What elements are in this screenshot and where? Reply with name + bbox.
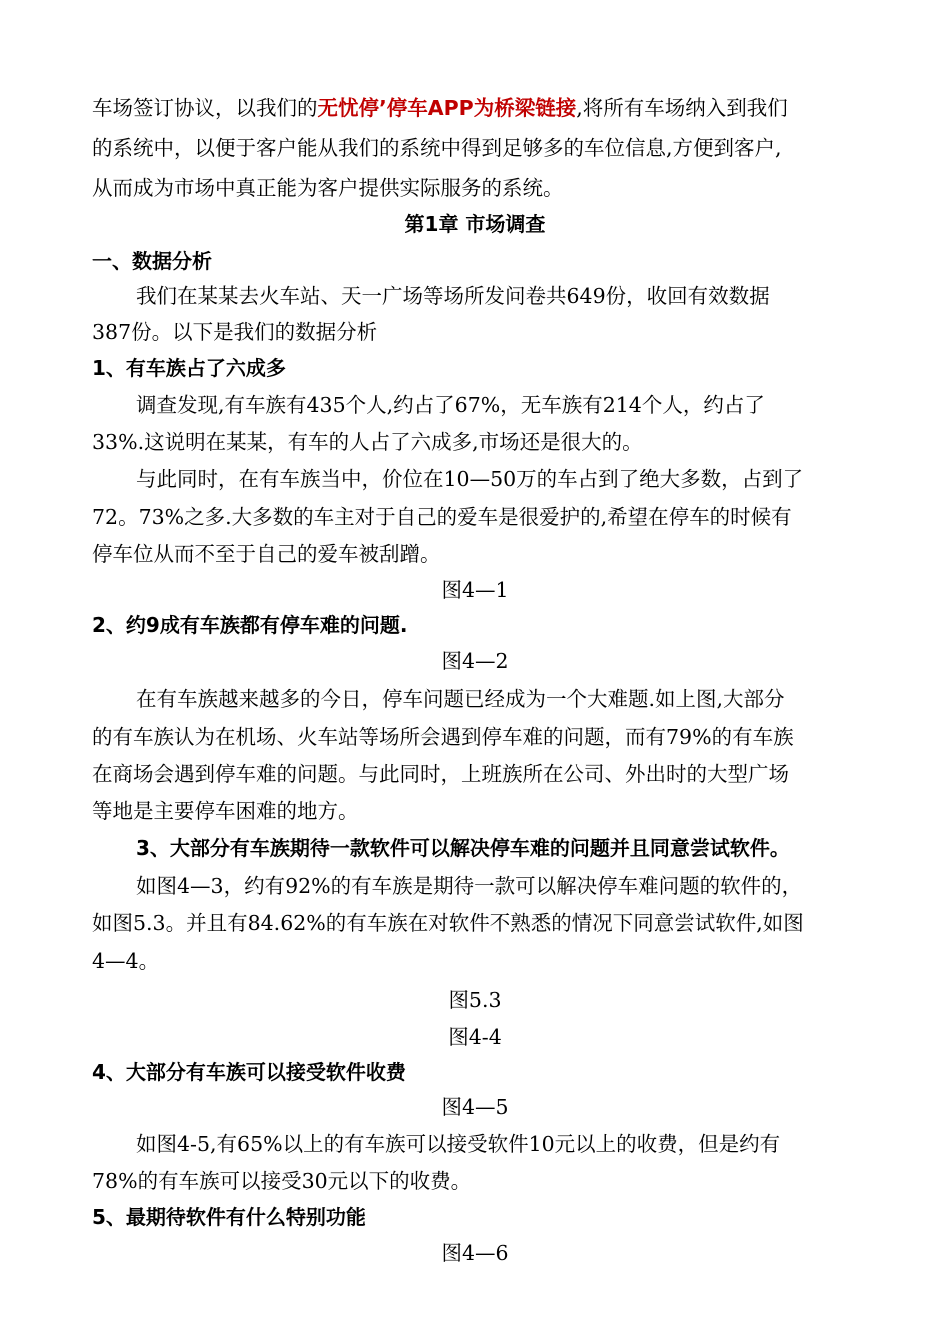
intro-line-1 xyxy=(92,98,788,119)
section-heading: 一、数据分析 xyxy=(92,249,212,273)
paragraph-line: 4—4。 xyxy=(92,949,160,973)
item-heading-5: 5、最期待软件有什么特别功能 xyxy=(92,1205,366,1229)
paragraph-line: 在有车族越来越多的今日，停车问题已经成为一个大难题.如上图,大部分 xyxy=(136,687,785,711)
paragraph-line: 387份。以下是我们的数据分析 xyxy=(92,320,378,344)
paragraph-line: 33%.这说明在某某，有车的人占了六成多,市场还是很大的。 xyxy=(92,430,643,454)
paragraph-line: 72。73%之多.大多数的车主对于自己的爱车是很爱护的,希望在停车的时候有 xyxy=(92,505,792,529)
paragraph-line: 我们在某某去火车站、天一广场等场所发问卷共649份，收回有效数据 xyxy=(136,284,770,308)
paragraph-line: 如图4—3，约有92%的有车族是期待一款可以解决停车难问题的软件的， xyxy=(136,874,803,898)
figure-caption: 图4-4 xyxy=(448,1025,502,1049)
app-name-highlight: 无忧停’停车APP为桥梁链接 xyxy=(317,96,577,120)
chapter-title: 第1章 市场调查 xyxy=(404,212,546,236)
intro-line-2: 的系统中，以便于客户能从我们的系统中得到足够多的车位信息,方便到客户, xyxy=(92,136,782,160)
item-heading-3: 3、大部分有车族期待一款软件可以解决停车难的问题并且同意尝试软件。 xyxy=(136,836,790,860)
paragraph-line: 等地是主要停车困难的地方。 xyxy=(92,799,359,823)
figure-caption: 图4—2 xyxy=(441,649,509,673)
paragraph-line: 如图5.3。并且有84.62%的有车族在对软件不熟悉的情况下同意尝试软件,如图 xyxy=(92,911,804,935)
item-heading-2: 2、约9成有车族都有停车难的问题. xyxy=(92,613,408,637)
item-heading-4: 4、大部分有车族可以接受软件收费 xyxy=(92,1060,406,1084)
figure-caption: 图4—5 xyxy=(441,1095,509,1119)
paragraph-line: 停车位从而不至于自己的爱车被刮蹭。 xyxy=(92,542,441,566)
intro-text: ,将所有车场纳入到我们 xyxy=(576,96,788,120)
intro-line-3: 从而成为市场中真正能为客户提供实际服务的系统。 xyxy=(92,176,564,200)
paragraph-line: 78%的有车族可以接受30元以下的收费。 xyxy=(92,1169,472,1193)
figure-caption: 图4—1 xyxy=(441,578,509,602)
paragraph-line: 与此同时，在有车族当中，价位在10—50万的车占到了绝大多数，占到了 xyxy=(136,467,804,491)
item-heading-1: 1、有车族占了六成多 xyxy=(92,356,286,380)
paragraph-line: 如图4-5,有65%以上的有车族可以接受软件10元以上的收费，但是约有 xyxy=(136,1132,781,1156)
paragraph-line: 的有车族认为在机场、火车站等场所会遇到停车难的问题，而有79%的有车族 xyxy=(92,725,794,749)
figure-caption: 图5.3 xyxy=(448,988,502,1012)
paragraph-line: 在商场会遇到停车难的问题。与此同时，上班族所在公司、外出时的大型广场 xyxy=(92,762,789,786)
figure-caption: 图4—6 xyxy=(441,1241,509,1265)
intro-text: 车场签订协议，以我们的 xyxy=(92,96,318,120)
paragraph-line: 调查发现,有车族有435个人,约占了67%，无车族有214个人，约占了 xyxy=(136,393,765,417)
